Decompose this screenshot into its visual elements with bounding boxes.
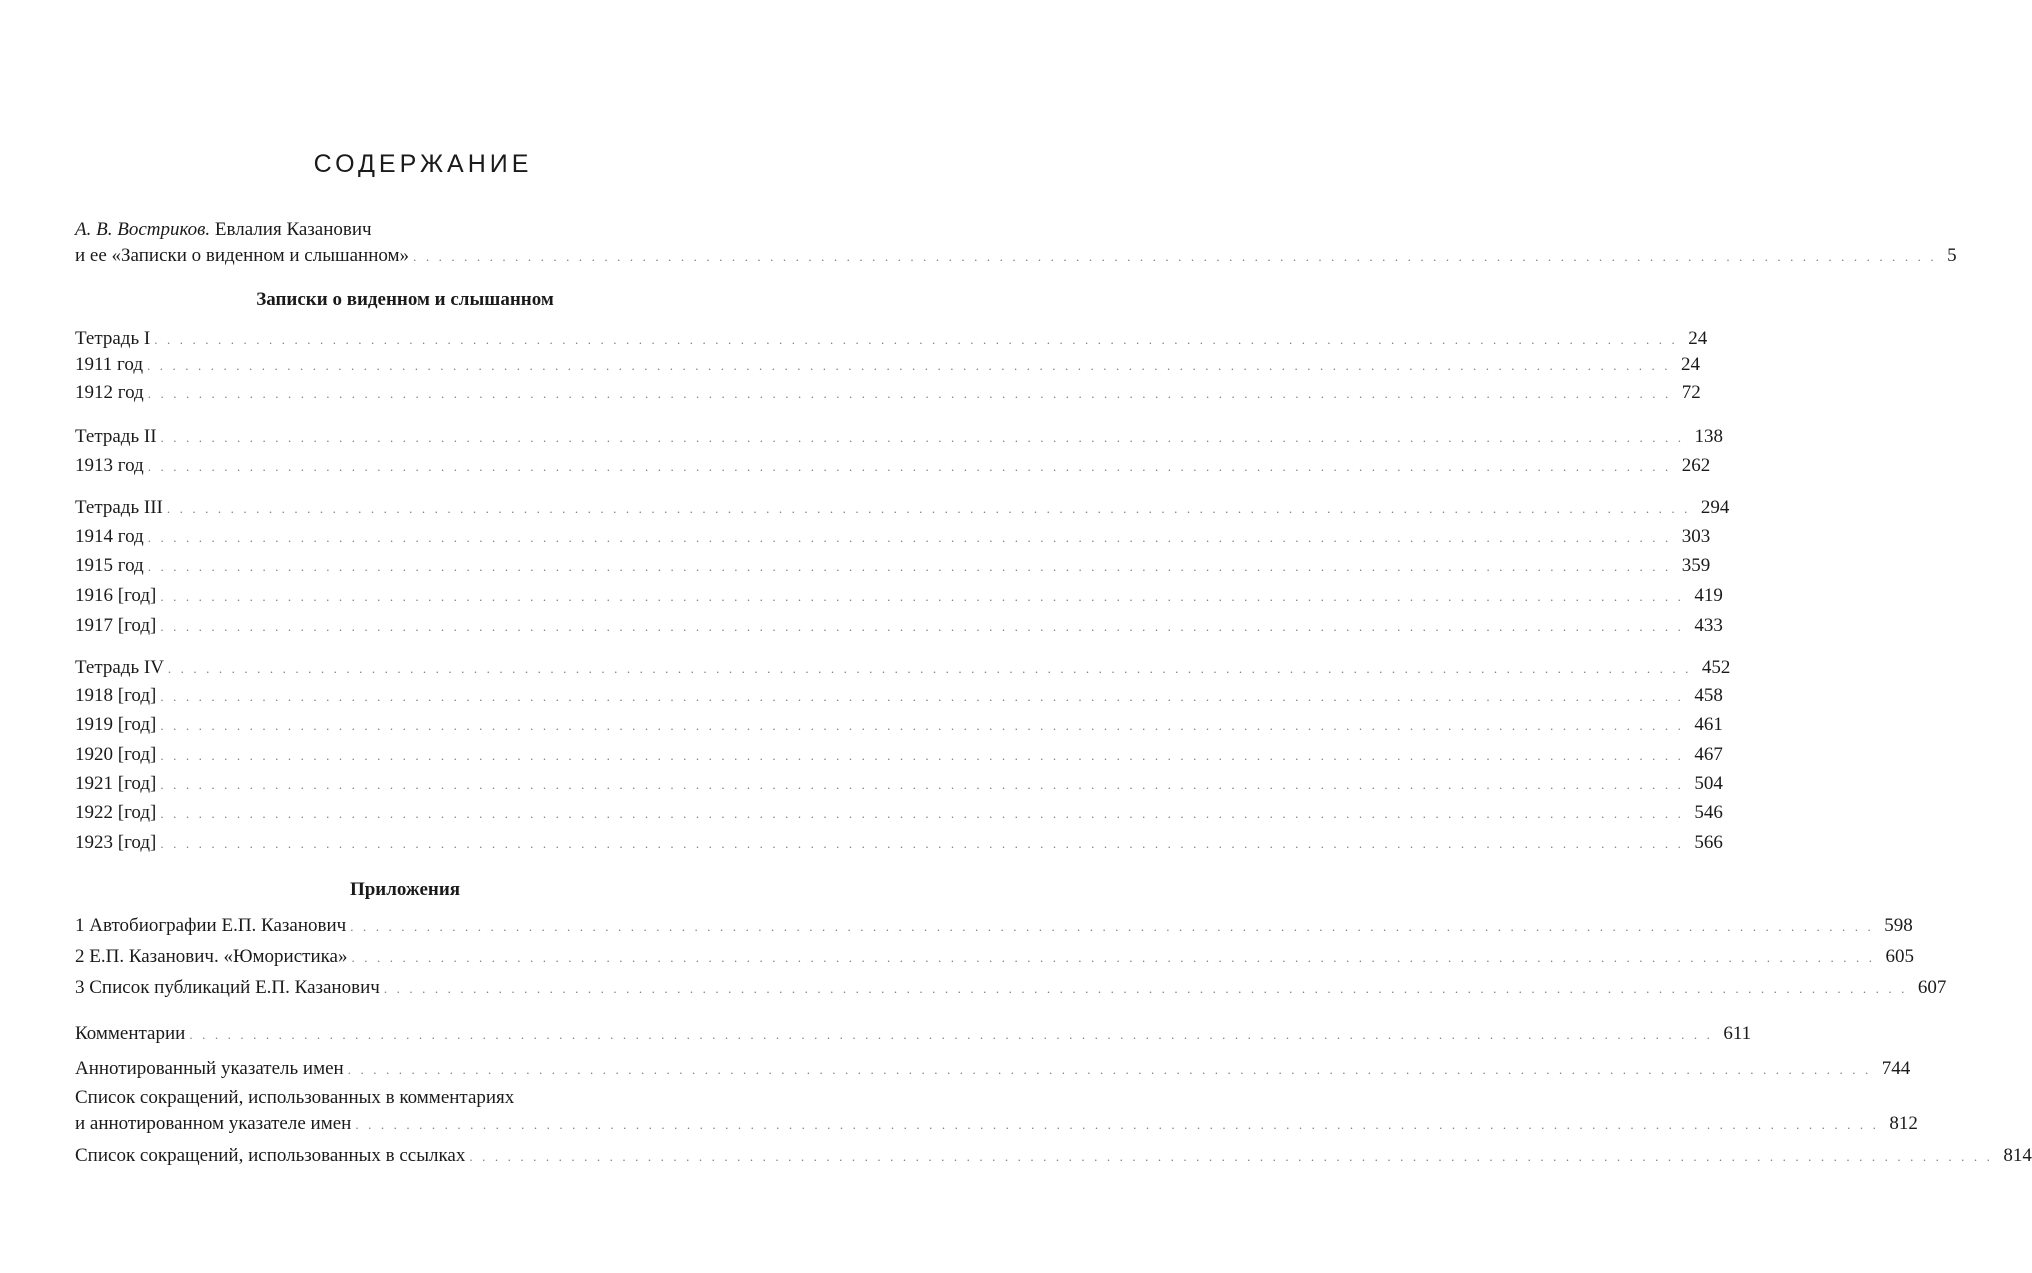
- entry-label: 1914 год: [75, 526, 144, 547]
- entry-label: 1911 год: [75, 354, 143, 375]
- toc-entry-abbr2[interactable]: [75, 1144, 2032, 1168]
- page-number: 359: [1681, 555, 1711, 576]
- leader-dots: ........................................................................................................................: [154, 332, 1685, 347]
- entry-label: Комментарии: [75, 1023, 186, 1044]
- page-title: СОДЕРЖАНИЕ: [313, 150, 533, 178]
- leader-dots: ........................................................................................................................: [351, 950, 1882, 965]
- leader-dots: ........................................................................................................................: [383, 981, 1914, 996]
- entry-label: 1912 год: [75, 382, 144, 403]
- page-number: 461: [1694, 714, 1723, 735]
- entry-label: 1917 [год]: [75, 615, 157, 636]
- leader-dots: ........................................................................................................................: [146, 358, 1677, 373]
- page-number: 814: [2003, 1145, 2032, 1166]
- page-number: 24: [1680, 354, 1700, 375]
- section-heading-main: Записки о виденном и слышанном: [256, 289, 554, 310]
- leader-dots: ........................................................................................................................: [147, 459, 1678, 474]
- page-number: 607: [1917, 977, 1947, 998]
- page-number: 546: [1694, 802, 1723, 823]
- entry-label: Аннотированный указатель имен: [75, 1058, 344, 1079]
- leader-dots: ........................................................................................................................: [469, 1149, 2000, 1164]
- leader-dots: ........................................................................................................................: [347, 1062, 1878, 1077]
- leader-dots: ........................................................................................................................: [160, 718, 1691, 733]
- toc-entry-year[interactable]: [75, 772, 1723, 796]
- page-number: 72: [1681, 382, 1701, 403]
- page-number: 294: [1700, 497, 1730, 518]
- entry-label: Тетрадь II: [75, 426, 157, 447]
- entry-label: 1916 [год]: [75, 585, 157, 606]
- entry-label: 1919 [год]: [75, 714, 157, 735]
- entry-label: 1913 год: [75, 455, 144, 476]
- leader-dots: ........................................................................................................................: [147, 386, 1678, 401]
- leader-dots: ........................................................................................................................: [160, 777, 1691, 792]
- toc-entry-notebook[interactable]: [75, 656, 1731, 680]
- entry-label: 1 Автобиографии Е.П. Казанович: [75, 915, 347, 936]
- leader-dots: ........................................................................................................................: [166, 501, 1697, 516]
- leader-dots: ........................................................................................................................: [160, 619, 1691, 634]
- page-number: 262: [1681, 455, 1711, 476]
- entry-label: Тетрадь IV: [75, 657, 164, 678]
- intro-title-part1: Евлалия Казанович: [210, 219, 372, 240]
- entry-label: 3 Список публикаций Е.П. Казанович: [75, 977, 380, 998]
- page-number: 812: [1889, 1113, 1918, 1134]
- entry-label: 1922 [год]: [75, 802, 157, 823]
- leader-dots: ........................................................................................................................: [350, 919, 1881, 934]
- page-number: 566: [1694, 832, 1723, 853]
- page-number: 605: [1885, 946, 1914, 967]
- toc-entry-year[interactable]: [75, 801, 1723, 825]
- toc-entry-year[interactable]: [75, 454, 1711, 478]
- entry-label: 1915 год: [75, 555, 144, 576]
- toc-entry-intro[interactable]: [75, 244, 1957, 268]
- page-number: 458: [1694, 685, 1723, 706]
- toc-entry-appendix[interactable]: [75, 945, 1914, 969]
- page-number: 504: [1694, 773, 1723, 794]
- leader-dots: ........................................................................................................................: [189, 1027, 1720, 1042]
- leader-dots: ........................................................................................................................: [160, 806, 1691, 821]
- page-number: 744: [1881, 1058, 1911, 1079]
- page-number: 303: [1681, 526, 1711, 547]
- toc-entry-year[interactable]: [75, 743, 1723, 767]
- toc-entry-year[interactable]: [75, 584, 1723, 608]
- toc-entry-year[interactable]: [75, 614, 1723, 638]
- page-number: 611: [1723, 1023, 1752, 1044]
- entry-label: 1920 [год]: [75, 744, 157, 765]
- leader-dots: ........................................................................................................................: [355, 1117, 1886, 1132]
- toc-entry-comments[interactable]: [75, 1022, 1752, 1046]
- page-number: 138: [1694, 426, 1724, 447]
- page-number: 598: [1884, 915, 1913, 936]
- toc-entry-index[interactable]: [75, 1057, 1911, 1081]
- intro-line-1: [75, 218, 735, 242]
- entry-label: 1921 [год]: [75, 773, 157, 794]
- page-number: 419: [1694, 585, 1723, 606]
- toc-entry-notebook[interactable]: [75, 425, 1724, 449]
- toc-entry-year[interactable]: [75, 381, 1701, 405]
- page-number: 433: [1694, 615, 1723, 636]
- entry-label: 1918 [год]: [75, 685, 157, 706]
- page-number: 467: [1694, 744, 1723, 765]
- entry-label: Тетрадь I: [75, 328, 151, 349]
- leader-dots: ........................................................................................................................: [160, 430, 1691, 445]
- toc-entry-notebook[interactable]: [75, 327, 1708, 351]
- toc-entry-abbr1[interactable]: [75, 1112, 1918, 1136]
- entry-label: Список сокращений, использованных в ссылках: [75, 1145, 466, 1166]
- toc-entry-appendix[interactable]: [75, 914, 1913, 938]
- intro-title-part2: и ее «Записки о виденном и слышанном»: [75, 245, 410, 266]
- toc-entry-year[interactable]: [75, 831, 1723, 855]
- leader-dots: ........................................................................................................................: [167, 661, 1698, 676]
- toc-entry-year[interactable]: [75, 353, 1700, 377]
- leader-dots: ........................................................................................................................: [147, 559, 1678, 574]
- section-heading-appendix: Приложения: [349, 879, 461, 900]
- toc-entry-appendix[interactable]: [75, 976, 1947, 1000]
- page-number: 5: [1947, 245, 1957, 266]
- leader-dots: ........................................................................................................................: [160, 589, 1691, 604]
- entry-label: Тетрадь III: [75, 497, 163, 518]
- page-number: 24: [1688, 328, 1708, 349]
- toc-entry-year[interactable]: [75, 525, 1711, 549]
- leader-dots: ........................................................................................................................: [160, 748, 1691, 763]
- toc-entry-abbr1-line1: Список сокращений, использованных в комментариях: [75, 1087, 515, 1108]
- page-number: 452: [1701, 657, 1731, 678]
- entry-label: 2 Е.П. Казанович. «Юмористика»: [75, 946, 348, 967]
- intro-author: А. В. Востриков.: [75, 219, 211, 240]
- toc-entry-year[interactable]: [75, 713, 1723, 737]
- entry-label: 1923 [год]: [75, 832, 157, 853]
- leader-dots: ........................................................................................................................: [160, 836, 1691, 851]
- toc-entry-year[interactable]: [75, 684, 1723, 708]
- toc-entry-notebook[interactable]: [75, 496, 1730, 520]
- toc-entry-year[interactable]: [75, 554, 1711, 578]
- entry-label: и аннотированном указателе имен: [75, 1113, 352, 1134]
- leader-dots: ........................................................................................................................: [147, 530, 1678, 545]
- leader-dots: ........................................................................................................................: [413, 249, 1944, 264]
- leader-dots: ........................................................................................................................: [160, 689, 1691, 704]
